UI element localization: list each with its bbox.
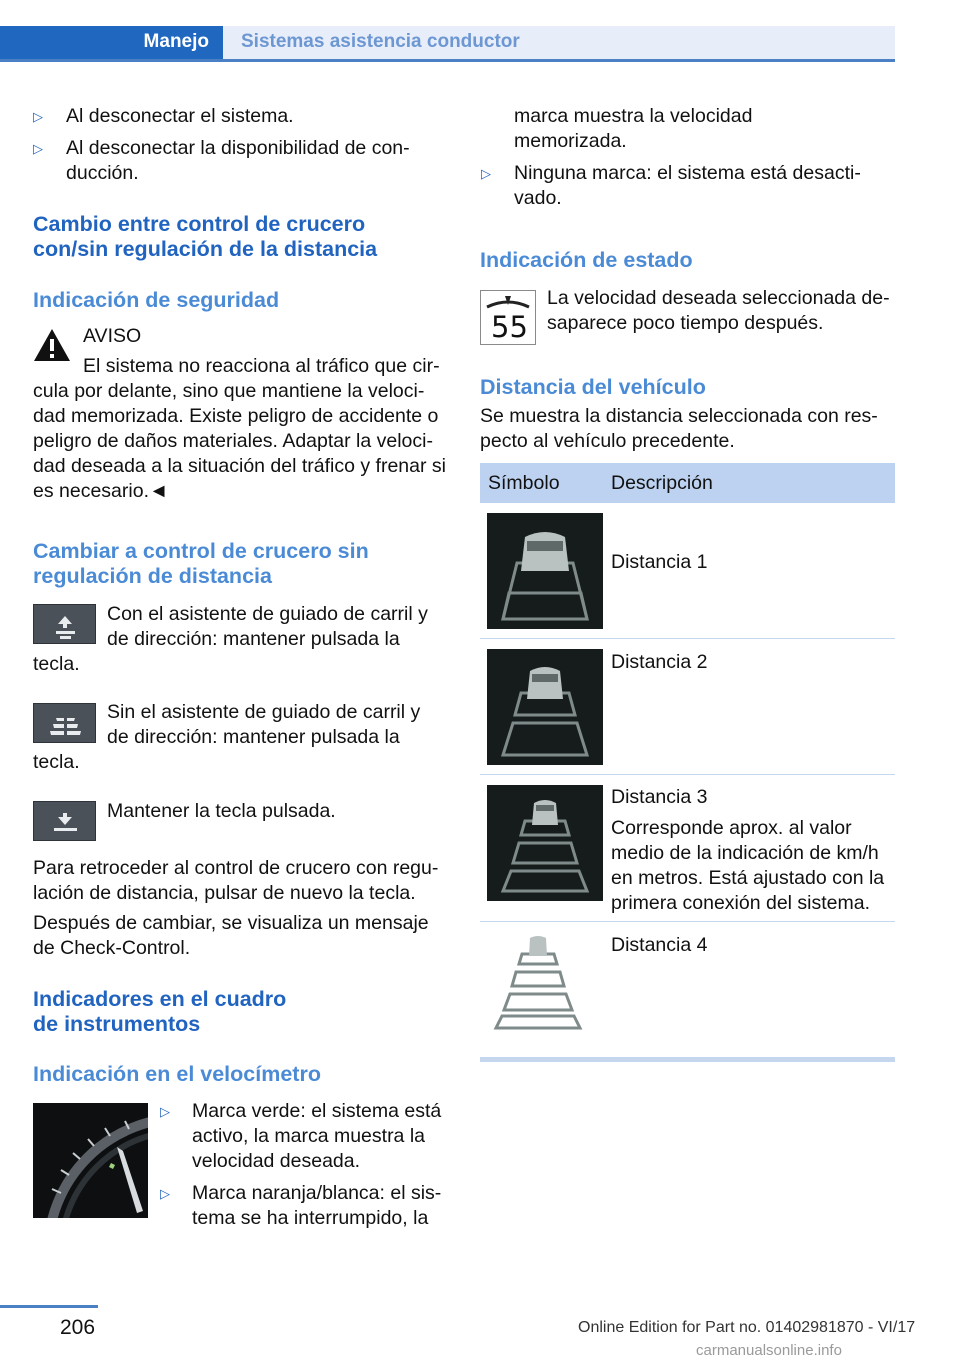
heading-estado: Indicación de estado <box>480 248 693 272</box>
footer-rule <box>0 1305 98 1308</box>
distance-3-icon <box>487 785 603 901</box>
aviso-line: El sistema no reacciona al tráfico que cir- <box>83 355 440 377</box>
table-row <box>480 922 895 1057</box>
heading-velocimetro: Indicación en el velocímetro <box>33 1062 321 1086</box>
heading-cambiar-2: regulación de distancia <box>33 564 272 588</box>
distance-2-icon <box>487 649 603 765</box>
speedometer-image <box>33 1103 148 1218</box>
speed-status-icon <box>480 290 536 345</box>
velo-bullet2: tema se ha interrumpido, la <box>192 1207 429 1229</box>
bullet-triangle-icon: ▷ <box>160 1186 170 1201</box>
speed-status-number: 55 <box>491 310 528 344</box>
velo-bullet1: velocidad deseada. <box>192 1150 361 1172</box>
distance-3-desc: Corresponde aprox. al valor <box>611 817 852 839</box>
sin-text: tecla. <box>33 751 80 773</box>
despues-text: de Check-Control. <box>33 937 191 959</box>
page-number: 206 <box>60 1316 96 1339</box>
heading-indicadores: Indicadores en el cuadro <box>33 987 287 1011</box>
bullet-triangle-icon: ▷ <box>33 141 43 156</box>
sin-text: Sin el asistente de guiado de carril y <box>107 701 421 723</box>
estado-text: La velocidad deseada seleccionada de- <box>547 287 890 309</box>
distance-1-label: Distancia 1 <box>611 551 708 573</box>
distance-button-icon <box>33 703 96 743</box>
table-header <box>480 463 895 503</box>
bullet-triangle-icon: ▷ <box>481 166 491 181</box>
aviso-title: AVISO <box>83 325 142 347</box>
aviso-line: es necesario.◄ <box>33 480 169 502</box>
ninguna-text: Ninguna marca: el sistema está desacti- <box>514 162 861 184</box>
page-header <box>0 0 895 62</box>
con-text: Con el asistente de guiado de carril y <box>107 603 428 625</box>
heading-cambiar: Cambiar a control de crucero sin <box>33 539 369 563</box>
con-text: tecla. <box>33 653 80 675</box>
aviso-line: dad deseada a la situación del tráfico y frenar si <box>33 455 446 477</box>
retroceder-text: Para retroceder al control de crucero con regu- <box>33 857 439 879</box>
con-text: de dirección: mantener pulsada la <box>107 628 400 650</box>
heading-distancia: Distancia del vehículo <box>480 375 706 399</box>
velo-bullet2: Marca naranja/blanca: el sis- <box>192 1182 442 1204</box>
aviso-line: peligro de daños materiales. Adaptar la veloci- <box>33 430 433 452</box>
edition-text: Online Edition for Part no. 01402981870 - VI/17 <box>578 1319 916 1336</box>
col-header-symbol: Símbolo <box>488 472 560 494</box>
cont-text: marca muestra la velocidad <box>514 105 753 127</box>
bullet-text: Al desconectar el sistema. <box>66 105 294 127</box>
heading-seguridad: Indicación de seguridad <box>33 288 280 312</box>
lane-guidance-button-icon <box>33 604 96 644</box>
tab-manejo[interactable] <box>0 26 223 60</box>
cruise-button-icon <box>33 801 96 841</box>
warning-triangle-icon <box>33 327 71 363</box>
dist-text: Se muestra la distancia seleccionada con res- <box>480 405 878 427</box>
distance-table <box>480 463 895 1062</box>
velo-bullet1: activo, la marca muestra la <box>192 1125 426 1147</box>
aviso-line: cula por delante, sino que mantiene la veloci- <box>33 380 425 402</box>
velo-bullet1: Marca verde: el sistema está <box>192 1100 442 1122</box>
tab-sistemas-label: Sistemas asistencia conductor <box>241 31 520 52</box>
header-rule <box>0 59 895 62</box>
distance-1-icon <box>487 513 603 629</box>
dist-text: pecto al vehículo precedente. <box>480 430 735 452</box>
watermark-text: carmanualsonline.info <box>696 1342 842 1359</box>
tab-sistemas-asistencia[interactable] <box>223 26 895 60</box>
distance-3-desc: medio de la indicación de km/h <box>611 842 879 864</box>
heading-cambio-2: con/sin regulación de la distancia <box>33 237 378 261</box>
cont-text: memorizada. <box>514 130 627 152</box>
bullet-text: ducción. <box>66 162 139 184</box>
despues-text: Después de cambiar, se visualiza un mensaje <box>33 912 429 934</box>
bullet-triangle-icon: ▷ <box>33 109 43 124</box>
aviso-line: dad memorizada. Existe peligro de accidente o <box>33 405 439 427</box>
estado-text: saparece poco tiempo después. <box>547 312 824 334</box>
table-row <box>480 503 895 639</box>
mantener-text: Mantener la tecla pulsada. <box>107 800 336 822</box>
bullet-text: Al desconectar la disponibilidad de con- <box>66 137 410 159</box>
retroceder-text: lación de distancia, pulsar de nuevo la tecla. <box>33 882 416 904</box>
bullet-triangle-icon: ▷ <box>160 1104 170 1119</box>
distance-4-label: Distancia 4 <box>611 934 708 956</box>
distance-3-desc: primera conexión del sistema. <box>611 892 871 914</box>
heading-indicadores-2: de instrumentos <box>33 1012 201 1036</box>
heading-cambio: Cambio entre control de crucero <box>33 212 366 236</box>
distance-3-label: Distancia 3 <box>611 786 708 808</box>
table-bottom-rule <box>480 1057 895 1062</box>
distance-2-label: Distancia 2 <box>611 651 708 673</box>
sin-text: de dirección: mantener pulsada la <box>107 726 400 748</box>
table-row <box>480 775 895 922</box>
distance-3-desc: en metros. Está ajustado con la <box>611 867 885 889</box>
ninguna-text: vado. <box>514 187 562 209</box>
col-header-desc: Descripción <box>611 472 713 494</box>
table-row <box>480 639 895 775</box>
tab-manejo-label: Manejo <box>143 31 209 52</box>
